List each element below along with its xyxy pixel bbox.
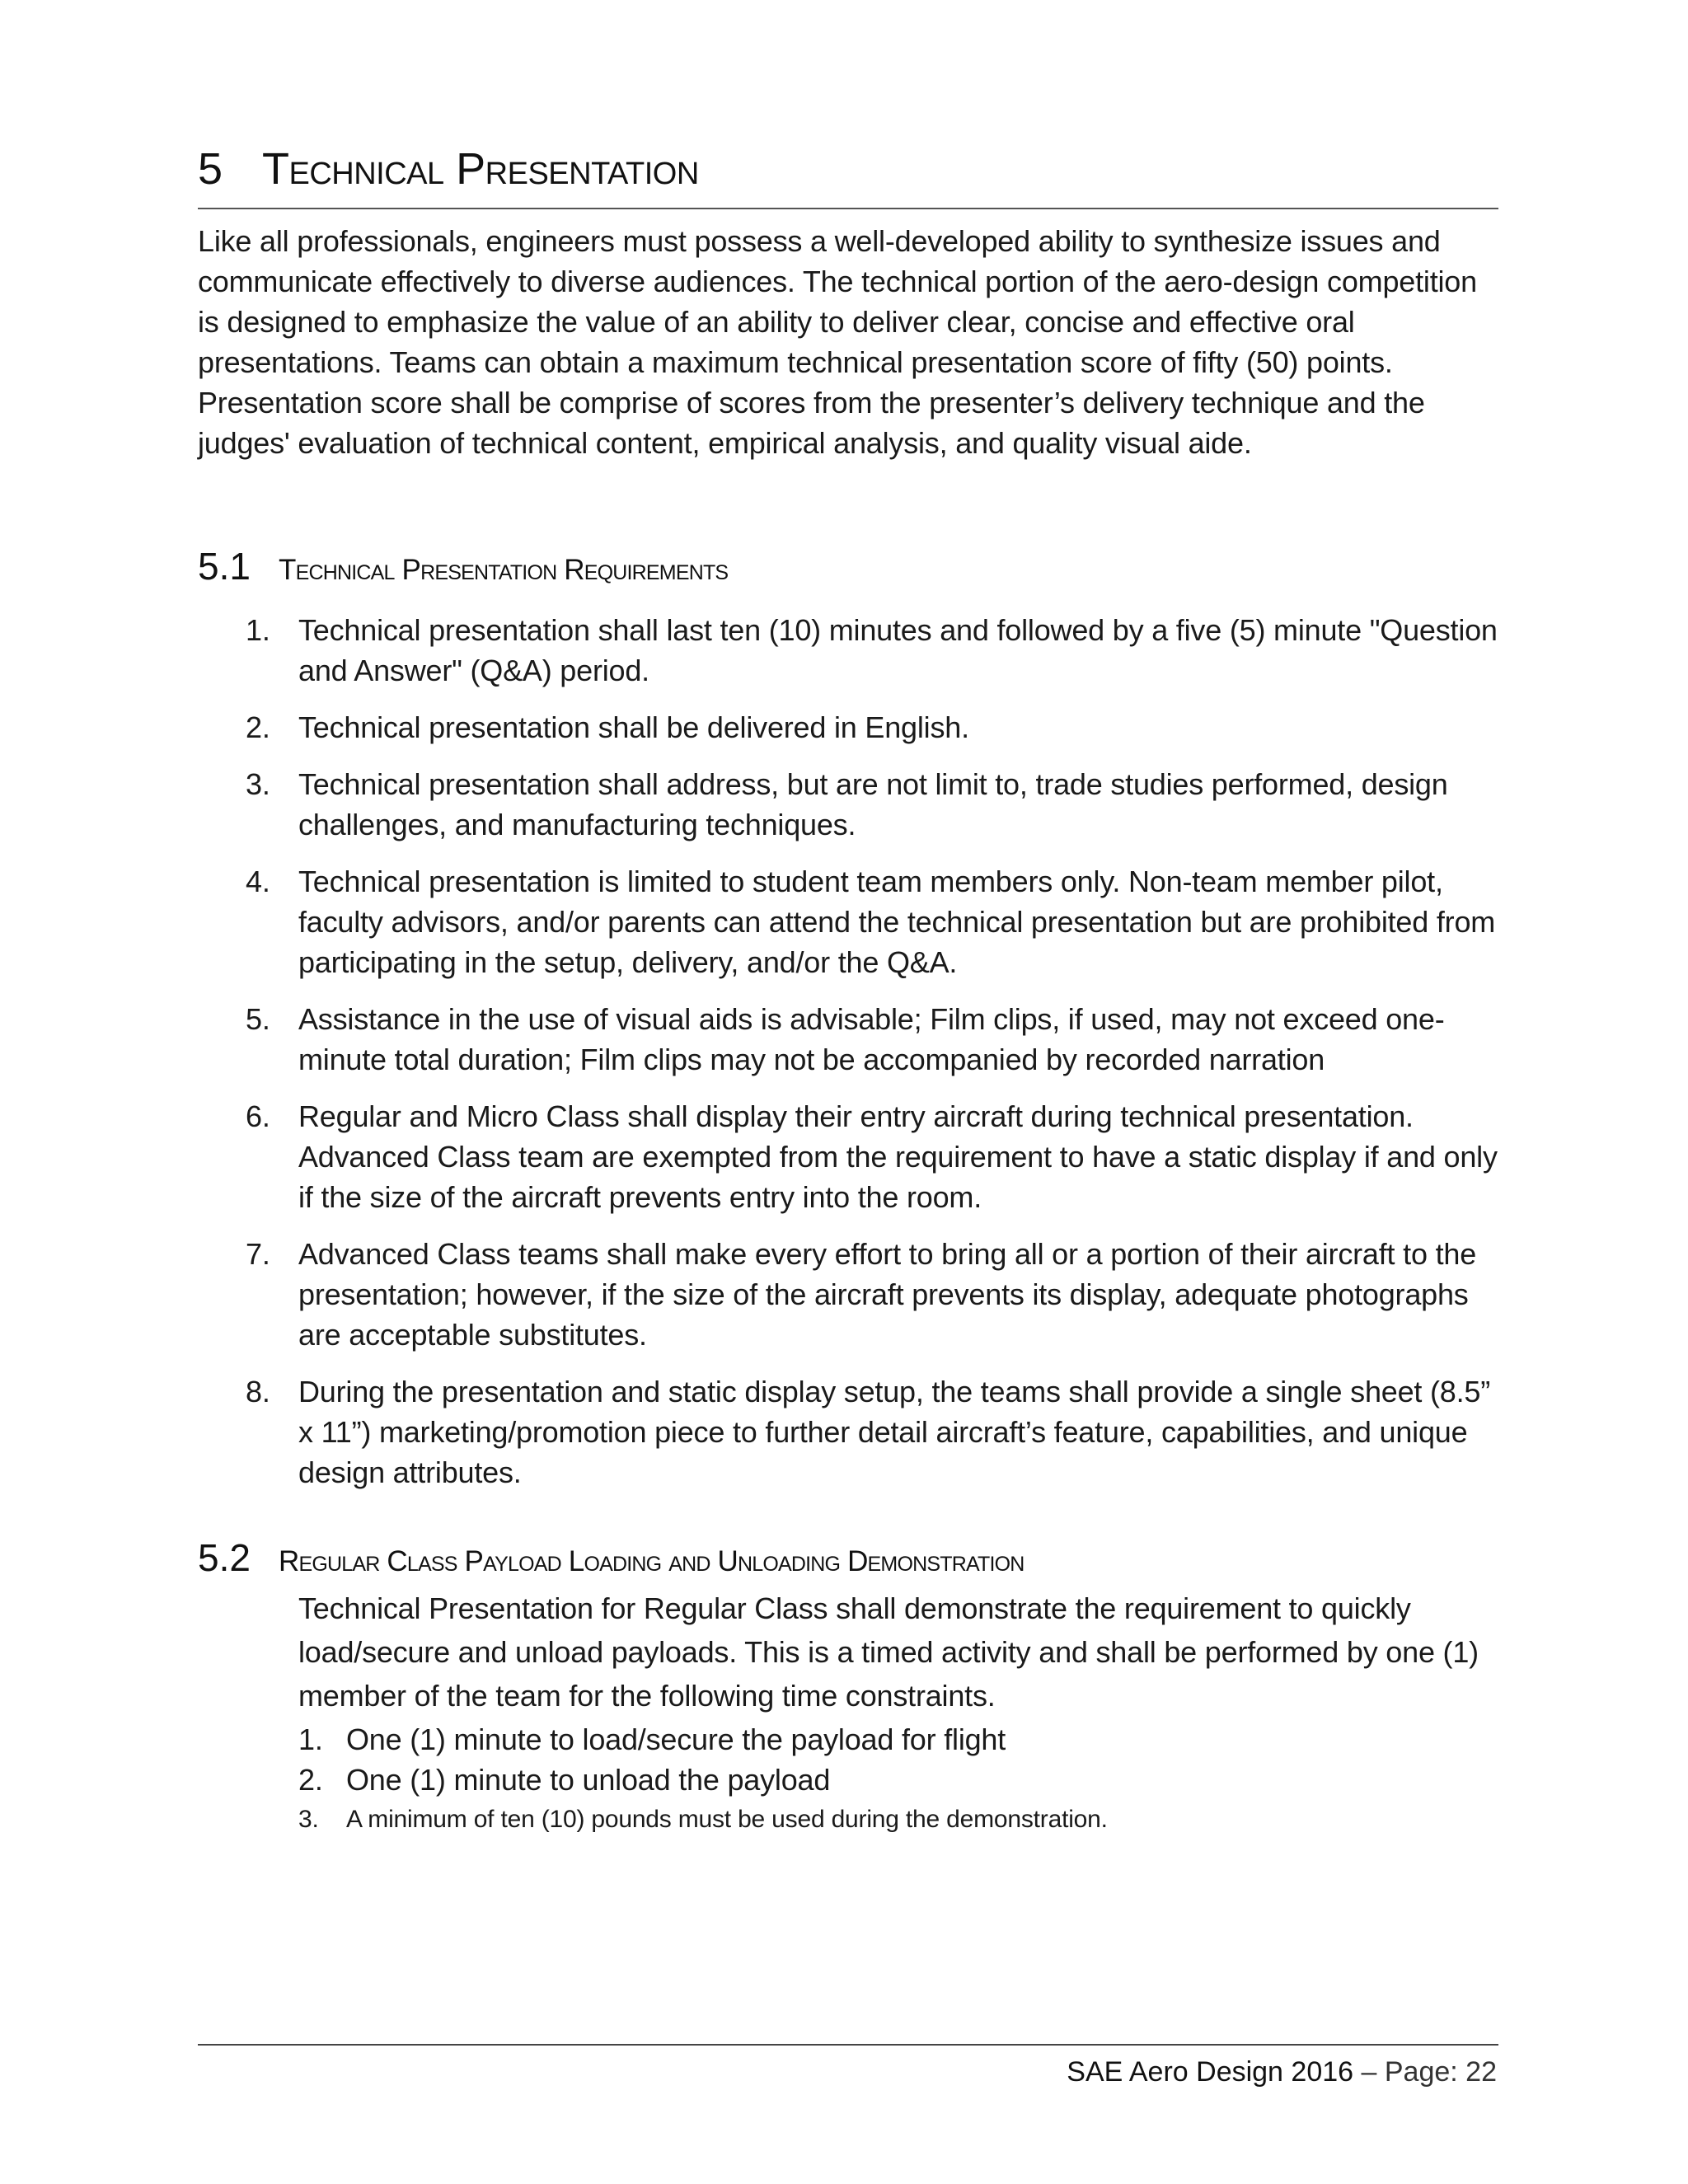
item-number: 1.	[298, 1722, 323, 1756]
item-text: A minimum of ten (10) pounds must be used during the demonstration.	[346, 1806, 1108, 1833]
section-number: 5	[198, 144, 223, 194]
item-number: 3.	[298, 1806, 319, 1833]
item-text: During the presentation and static display setup, the teams shall provide a single sheet (8.5” x 11”) marketing/promotion piece to further detail aircraft’s feature, capabilities, and unique design attributes.	[298, 1375, 1491, 1489]
item-text: One (1) minute to load/secure the payload for flight	[346, 1722, 1006, 1756]
list-item	[198, 707, 1500, 748]
item-text: Regular and Micro Class shall display their entry aircraft during technical presentation. Advanced Class team are exempted from the requirement to have a static display if and only if the size of the aircraft prevents entry into the room.	[298, 1099, 1498, 1214]
item-text: One (1) minute to unload the payload	[346, 1763, 831, 1797]
item-number: 2.	[298, 1763, 323, 1797]
payload-demo-paragraph: Technical Presentation for Regular Class shall demonstrate the requirement to quickly load/secure and unload payloads. This is a timed activity and shall be performed by one (1) member of the team for the following time constraints.	[298, 1591, 1479, 1713]
item-text: Technical presentation shall be delivered in English.	[298, 710, 969, 744]
item-number: 7.	[246, 1237, 270, 1271]
item-number: 1.	[246, 613, 270, 647]
item-number: 2.	[246, 710, 270, 744]
item-text: Assistance in the use of visual aids is advisable; Film clips, if used, may not exceed one-minute total duration; Film clips may not be accompanied by recorded narration	[298, 1002, 1445, 1076]
footer-separator: –	[1353, 2056, 1385, 2088]
time-constraints-list	[298, 1719, 1498, 1840]
page-number: Page: 22	[1384, 2056, 1497, 2088]
subsection-number: 5.1	[198, 545, 251, 588]
intro-paragraph: Like all professionals, engineers must possess a well-developed ability to synthesize issues and communicate effectively to diverse audiences. The technical portion of the aero-design competition is designed to emphasize the value of an ability to deliver clear, concise and effective oral presentations. Teams can obtain a maximum technical presentation score of fifty (50) points. Presentation score shall be comprise of scores from the presenter’s delivery technique and the judges' evaluation of technical content, empirical analysis, and quality visual aide.	[198, 224, 1477, 460]
item-number: 4.	[246, 865, 270, 898]
item-number: 3.	[246, 767, 270, 801]
section-heading-5	[198, 140, 1498, 209]
footer-divider	[198, 2044, 1498, 2046]
item-number: 6.	[246, 1099, 270, 1133]
item-text: Technical presentation shall last ten (10) minutes and followed by a five (5) minute "Question and Answer" (Q&A) period.	[298, 613, 1498, 687]
section-title: Technical Presentation	[262, 144, 699, 194]
item-text: Technical presentation shall address, but are not limit to, trade studies performed, design challenges, and manufacturing techniques.	[298, 767, 1448, 841]
subsection-title: Regular Class Payload Loading and Unloading Demonstration	[279, 1545, 1025, 1577]
item-text: Advanced Class teams shall make every effort to bring all or a portion of their aircraft to the presentation; however, if the size of the aircraft prevents its display, adequate photographs are acceptable substitutes.	[298, 1237, 1477, 1352]
list-item	[298, 1719, 1498, 1760]
list-item	[198, 861, 1500, 982]
list-item	[298, 1760, 1498, 1800]
list-item	[198, 610, 1500, 691]
list-item	[198, 1371, 1500, 1493]
footer-document-title: SAE Aero Design 2016	[1067, 2056, 1354, 2088]
list-item	[198, 999, 1500, 1080]
list-item	[198, 1096, 1500, 1217]
subsection-title: Technical Presentation Requirements	[279, 554, 729, 586]
list-item	[298, 1800, 1498, 1840]
section-heading-5-2	[198, 1537, 1025, 1582]
section-heading-5-1	[198, 546, 728, 591]
item-number: 5.	[246, 1002, 270, 1036]
page-footer	[1067, 2054, 1497, 2090]
subsection-number: 5.2	[198, 1536, 251, 1579]
requirements-list	[198, 610, 1500, 1509]
list-item	[198, 1234, 1500, 1355]
list-item	[198, 764, 1500, 845]
item-text: Technical presentation is limited to student team members only. Non-team member pilot, faculty advisors, and/or parents can attend the technical presentation but are prohibited from participating in the setup, delivery, and/or the Q&A.	[298, 865, 1496, 979]
item-number: 8.	[246, 1375, 270, 1408]
